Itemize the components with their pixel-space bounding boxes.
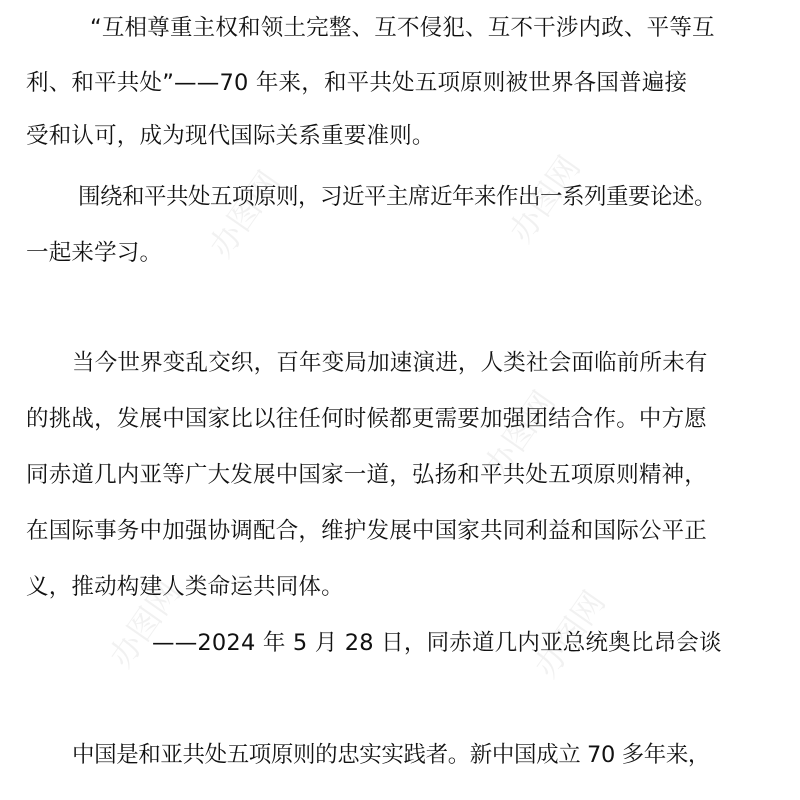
paragraph-line: 在国际事务中加强协调配合，维护发展中国家共同利益和国际公平正 bbox=[26, 518, 708, 544]
paragraph-line: 同赤道几内亚等广大发展中国家一道，弘扬和平共处五项原则精神， bbox=[26, 462, 708, 488]
paragraph-line: 围绕和平共处五项原则，习近平主席近年来作出一系列重要论述。 bbox=[78, 184, 717, 210]
watermark: 办图网 bbox=[201, 163, 288, 265]
watermark: 办图网 bbox=[476, 383, 563, 485]
paragraph-line: 的挑战，发展中国家比以往任何时候都更需要加强团结合作。中方愿 bbox=[26, 406, 708, 432]
watermark: 办图网 bbox=[501, 148, 588, 250]
watermark: 办图网 bbox=[101, 573, 188, 675]
paragraph-line: “互相尊重主权和领土完整、互不侵犯、互不干涉内政、平等互 bbox=[90, 15, 715, 41]
paragraph-line: 利、和平共处”——70 年来，和平共处五项原则被世界各国普遍接 bbox=[26, 70, 688, 96]
paragraph-line: 中国是和亚共处五项原则的忠实实践者。新中国成立 70 多年来， bbox=[72, 742, 711, 768]
watermark: 办图网 bbox=[526, 583, 613, 685]
citation-line: ——2024 年 5 月 28 日，同赤道几内亚总统奥比昂会谈 bbox=[152, 630, 722, 656]
paragraph-line: 义，推动构建人类命运共同体。 bbox=[26, 574, 344, 600]
paragraph-line: 受和认可，成为现代国际关系重要准则。 bbox=[26, 123, 435, 149]
paragraph-line: 一起来学习。 bbox=[26, 240, 163, 266]
paragraph-line: 当今世界变乱交织，百年变局加速演进，人类社会面临前所未有 bbox=[72, 350, 708, 376]
